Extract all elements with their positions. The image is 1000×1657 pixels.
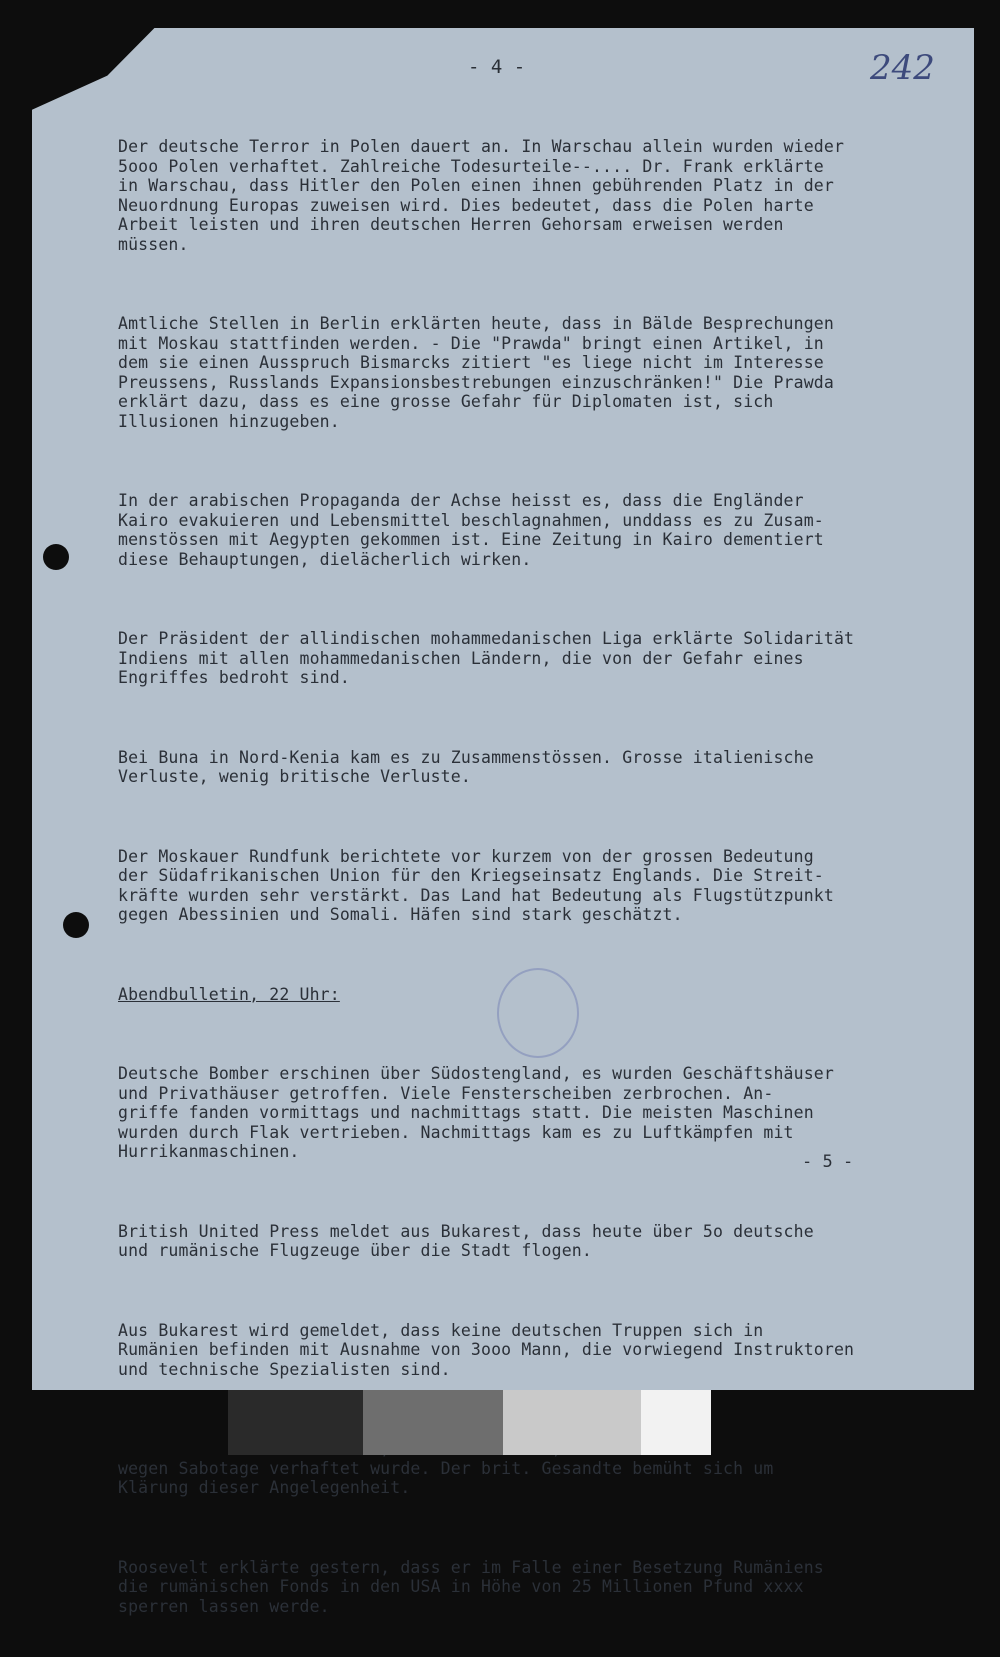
- punch-hole-upper: [43, 544, 69, 570]
- strip-dark-gray: [228, 1390, 363, 1455]
- paragraph-roosevelt: Roosevelt erklärte gestern, dass er im Falle einer Besetzung Rumäniens die rumänischen Fonds in den USA in Höhe von 25 Millionen Pfund xxxx sperren lassen werde.: [118, 1557, 824, 1616]
- strip-black-left: [0, 1390, 228, 1455]
- strip-white: [641, 1390, 711, 1455]
- paragraph-bukarest-truppen: Aus Bukarest wird gemeldet, dass keine deutschen Truppen sich in Rumänien befinden mit Ausnahme von 3ooo Mann, die vorwiegend Instruktoren und technische Spezialisten sind.: [118, 1320, 855, 1379]
- paragraph-berlin-moskau: Amtliche Stellen in Berlin erklärten heute, dass in Bälde Besprechungen mit Moskau stattfinden werden. - Die "Prawda" bringt einen Artikel, in dem sie einen Ausspruch Bismarcks zitiert "es liege nicht im Interesse Preussens, Russlands Expansionsbestrebungen einzuschränken!" Die Prawda erklärt dazu, dass es eine grosse Gefahr für Diplomaten ist, sich Illusionen hinzugeben.: [118, 314, 834, 431]
- paragraph-mohammedanische-liga: Der Präsident der allindischen mohammedanischen Liga erklärte Solidarität Indiens mit allen mohammedanischen Ländern, die von der Gefahr eines Engriffes bedroht sind.: [118, 629, 855, 687]
- paragraph-british-united-press: British United Press meldet aus Bukarest, dass heute über 5o deutsche und rumänische Flugzeuge über die Stadt flogen.: [118, 1221, 814, 1260]
- next-page-marker: - 5 -: [802, 1152, 854, 1172]
- handwritten-folio-number: 242: [870, 48, 935, 88]
- punch-hole-lower: [63, 912, 89, 938]
- strip-black-right: [711, 1390, 1000, 1455]
- strip-mid-gray: [363, 1390, 503, 1455]
- paragraph-deutsche-bomber: Deutsche Bomber erschinen über Südostengland, es wurden Geschäftshäuser und Privathäuser getroffen. Viele Fensterscheiben zerbrochen. An- griffe fanden vormittags und nachmittags statt. Die meisten Maschinen wurden durch Flak vertrieben. Nachmittags kam es zu Luftkämpfen mit Hurrikanmaschinen.: [118, 1064, 834, 1161]
- paragraph-moskauer-rundfunk: Der Moskauer Rundfunk berichtete vor kurzem von der grossen Bedeutung der Südafrikanischen Union für den Kriegseinsatz Englands. Die Streit- kräfte wurden sehr verstärkt. Das Land hat Bedeutung als Flugstützpunkt gegen Abessinien und Somali. Häfen sind stark geschätzt.: [118, 846, 834, 924]
- page-number: - 4 -: [468, 56, 526, 78]
- paragraph-arabische-propaganda: In der arabischen Propaganda der Achse heisst es, dass die Engländer Kairo evakuieren und Lebensmittel beschlagnahmen, unddass es zu Zusam- menstössen mit Aegypten gekommen ist. Eine Zeitung in Kairo dementiert diese Behauptungen, dielächerlich wirken.: [118, 491, 824, 569]
- paragraph-polen-terror: Der deutsche Terror in Polen dauert an. In Warschau allein wurden wieder 5ooo Polen verhaftet. Zahlreiche Todesurteile--.... Dr. Frank erklärte in Warschau, dass Hitler den Polen einen ihnen gebührenden Platz in der Neuordnung Europas zuweisen wird. Dies bedeutet, dass die Polen harte Arbeit leisten und ihren deutschen Herren Gehorsam erweisen werden müssen.: [118, 137, 845, 254]
- strip-light-gray: [503, 1390, 641, 1455]
- paragraph-buna-kenia: Bei Buna in Nord-Kenia kam es zu Zusammenstössen. Grosse italienische Verluste, wenig britische Verluste.: [118, 747, 814, 786]
- calibration-strip: [0, 1390, 1000, 1455]
- paragraph-reuter-miller: wegen Sabotage verhaftet wurde. Der brit. Gesandte bemüht sich um Klärung dieser Angelegenheit.: [118, 1458, 774, 1497]
- section-heading-abendbulletin: Abendbulletin, 22 Uhr:: [118, 984, 340, 1004]
